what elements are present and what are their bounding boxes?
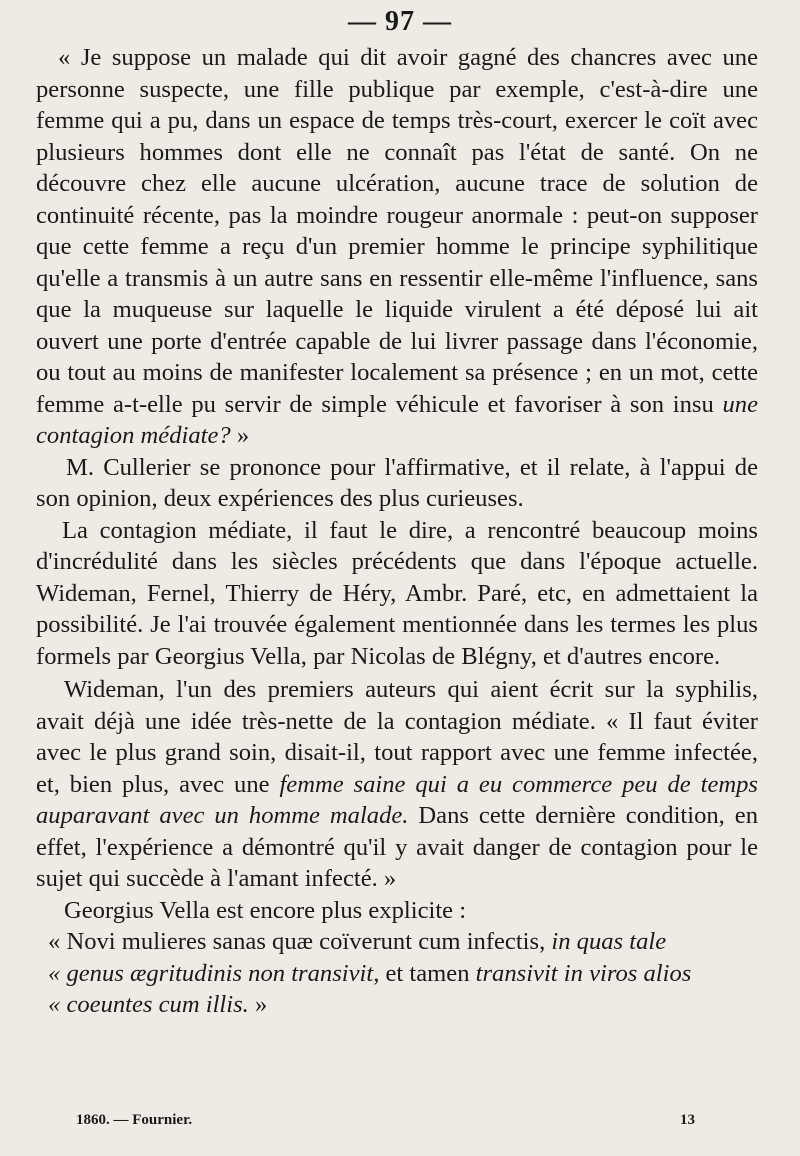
paragraph-cullerier-opinion: M. Cullerier se prononce pour l'affirmative, et il relate, à l'appui de son opinion, deux expériences des plus curieuses. [36, 453, 758, 512]
paragraph-quote-cullerier [36, 42, 758, 452]
latin-text: » [248, 991, 268, 1018]
body-text [36, 42, 758, 1021]
page-number: — 97 — [348, 6, 452, 37]
latin-italic-text: « coeuntes cum illis. [48, 991, 249, 1018]
latin-italic-text: in quas tale [551, 928, 667, 955]
signature-mark: 13 [680, 1112, 695, 1128]
paragraph-contagion-mediate: La contagion médiate, il faut le dire, a rencontré beaucoup moins d'incrédulité dans les siècles précédents que dans l'époque actuelle. Wideman, Fernel, Thierry de Héry, Ambr. Paré, etc, en admettaient la possibilité. Je l'ai trouvée également mentionnée dans les termes les plus formels par Georgius Vella, par Nicolas de Blégny, et d'autres encore. [36, 516, 758, 670]
latin-quote-line-1 [36, 926, 758, 958]
paragraph-text: » [230, 422, 250, 449]
paragraph-text: Dans cette dernière condition, en effet, l'expérience a démontré qu'il y avait danger de contagion pour le sujet qui succède à l'amant infecté. » [36, 802, 759, 892]
paragraph-text: « Je suppose un malade qui dit avoir gagné des chancres avec une personne suspecte, une fille publique par exemple, c'est-à-dire une femme qui a pu, dans un espace de temps très-court, exercer le coït avec plusieurs hommes dont elle ne connaît pas l'état de santé. On ne découvre chez elle aucune ulcération, aucune trace de solution de continuité récente, pas la moindre rougeur anormale : peut-on supposer que cette femme a reçu d'un premier homme le principe syphilitique qu'elle a transmis à un autre sans en ressentir elle-même l'influence, sans que la muqueuse sur laquelle le liquide virulent a été déposé lui ait ouvert une porte d'entrée capable de lui livrer passage dans l'économie, ou tout au moins de manifester localement sa présence ; en un mot, cette femme a-t-elle pu servir de simple véhicule et favoriser à son insu [36, 44, 758, 418]
footer-signature: 1860. — Fournier. [76, 1112, 193, 1128]
latin-italic-text: transivit in viros alios [475, 959, 692, 987]
latin-quote-line-2 [36, 958, 758, 990]
latin-text: et tamen [379, 959, 476, 987]
paragraph-vella-intro: Georgius Vella est encore plus explicite : [64, 896, 467, 924]
page-footer [0, 1112, 800, 1136]
latin-text: « Novi mulieres sanas quæ coïverunt cum infectis, [48, 928, 552, 955]
latin-italic-text: « genus ægritudinis non transivit, [48, 959, 380, 987]
italic-text: une contagion médiate? [36, 390, 758, 449]
latin-quote-line-3 [36, 989, 758, 1021]
italic-text: femme saine qui a eu commerce peu de temps auparavant avec un homme malade. [36, 770, 758, 829]
paragraph-text: Wideman, l'un des premiers auteurs qui aient écrit sur la syphilis, avait déjà une idée très-nette de la contagion médiate. « Il faut éviter avec le plus grand soin, disait-il, tout rapport avec une femme infectée, et, bien plus, avec une [36, 676, 758, 798]
paragraph-wideman [36, 674, 758, 895]
